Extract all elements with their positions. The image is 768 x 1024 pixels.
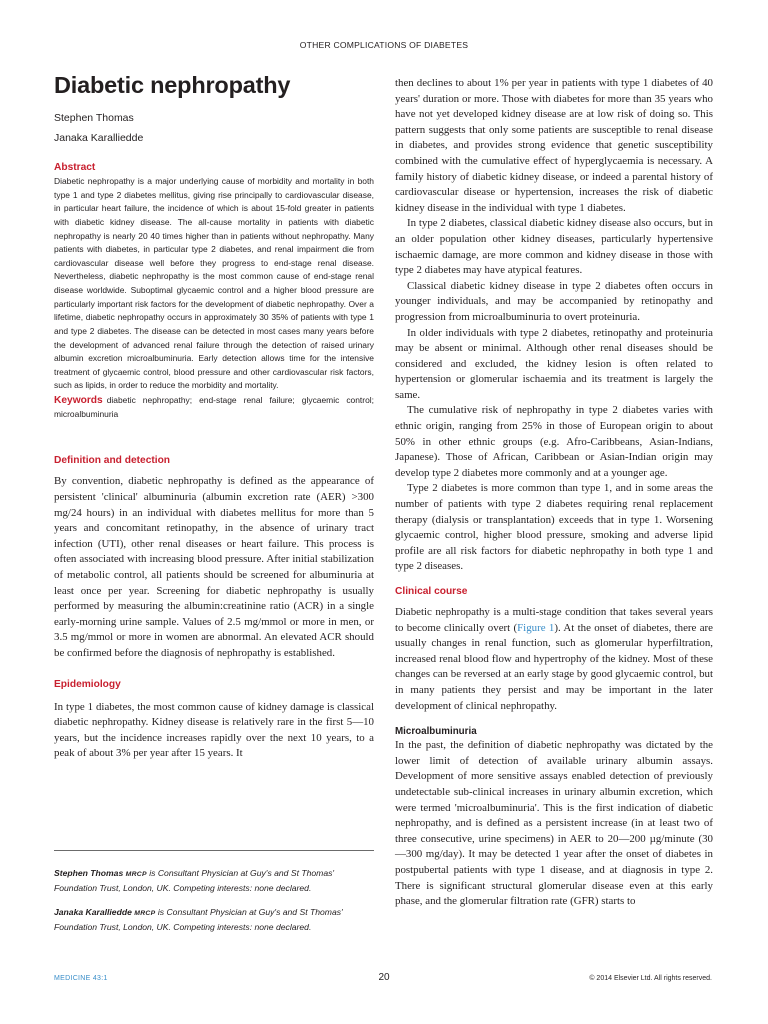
author-list [54, 110, 374, 146]
author-name: Stephen Thomas [54, 112, 134, 125]
section-clinical-course [395, 586, 713, 714]
abstract-heading: Abstract [54, 162, 96, 174]
footnote-degree: MRCP [134, 910, 156, 917]
section-heading: Clinical course [395, 586, 468, 597]
section-text: By convention, diabetic nephropathy is defined as the appearance of persistent 'clinical' albuminuria (albumin excretion rate (AER) >300 mg/24 hours) in an individual with diabetes mellitus for more than 5 years and concomitant retinopathy, in the absence of urinary tract infection (UTI), other renal diseases or heart failure. This process is often associated with increasing blood pressure. After initial stabilization of metabolic control, all patients should be screened for albuminuria at least once per year. Screening for diabetic nephropathy is usually performed by measuring the albumin:creatinine ratio (ACR) in a single early-morning urine sample. Values of 2.5 mg/mmol or more in men, or 3.5 mg/mmol or more in women are abnormal. An elevated ACR should be confirmed before the diagnosis of nephropathy is established. [54, 475, 374, 659]
section-text: In type 1 diabetes, the most common cause of kidney damage is classical diabetic nephropathy. Kidney disease is relatively rare in the first 5—10 years, but the incidence increases rapidly over the next 10 years, to a peak of about 3% per year after 15 years. It [54, 700, 374, 760]
subsection-microalbuminuria [395, 726, 713, 910]
footnote-author-name: Janaka Karalliedde [54, 907, 132, 917]
footnote-text: is Consultant Physician at Guy's and St Thomas' Foundation Trust, London, UK. Competing interests: none declared. [54, 868, 335, 893]
page-number: 20 [378, 972, 390, 983]
right-column [395, 76, 713, 910]
author-footnote [54, 906, 374, 934]
author-footnote [54, 867, 374, 895]
section-text: In the past, the definition of diabetic nephropathy was dictated by the lower limit of detection of available urinary albumin assays. Development of more sensitive assays enabled detection of previously undetectable sub-clinical increases in urinary albumin excretion, which were termed 'microalbuminuria'. This is the first indication of diabetic nephropathy, and is defined as a persistent increase (in at least two of three consecutive, urine specimens) in AER to 20—200 µg/minute (30—300 mg/day). It may be detected 1 year after the onset of diabetes in postpubertal patients with type 1 disease, and at diagnosis in type 2. There is significant structural glomerular disease even at this early phase, and the glomerular filtration rate (GFR) starts to [395, 739, 713, 908]
author-name: Janaka Karalliedde [54, 132, 144, 145]
footnote-divider [54, 850, 374, 851]
keywords-text: diabetic nephropathy; end-stage renal failure; glycaemic control; microalbuminuria [54, 395, 374, 419]
section-text-part: ). At the onset of diabetes, there are usually changes in renal function, such as glomerular hyperfiltration, increased renal blood flow and hypertrophy of the kidney. Most of these changes can be reversed at an early stage by good glycaemic control, but in many patients they persist and may be important in the later development of clinical nephropathy. [395, 621, 714, 712]
keywords-label: Keywords [54, 395, 103, 407]
section-text: then declines to about 1% per year in patients with type 1 diabetes of 40 years' duration or more. Those with diabetes for more than 35 years who have not yet developed kidney disease are at low risk of doing so. This pattern suggests that only some patients are susceptible to renal disease in diabetes, and provides strong evidence that genetic susceptibility combined with the cumulative effect of hyperglycaemia is necessary. A family history of diabetic kidney disease, or indeed a parental history of cardiovascular disease or hypertension, increases the risk of diabetic kidney disease in the individual with type 1 diabetes. [395, 77, 713, 214]
keywords [54, 394, 374, 421]
abstract-text: Diabetic nephropathy is a major underlying cause of morbidity and mortality in both type 1 and type 2 diabetes mellitus, giving rise principally to cardiovascular disease, in particular heart failure, the incidence of which is about 15-fold greater in patients with diabetic kidney disease. The all-cause mortality in patients with diabetic nephropathy is nearly 20 40 times higher than in patients without nephropathy. Many patients with diabetes, in particular type 2 diabetes, and renal impairment die from cardiovascular disease well before they progress to end-stage renal disease. Nevertheless, diabetic nephropathy is the most common cause of end-stage renal disease worldwide. Suboptimal glycaemic control and a higher blood pressure are particularly important risk factors for the development of diabetic nephropathy. Over a lifetime, diabetic nephropathy occurs in approximately 30 35% of patients with type 1 and type 2 diabetes. The disease can be detected in most cases many years before the development of advanced renal failure through the detection of raised urinary albumin excretion microalbuminuria. Early detection allows time for the intensive treatment of glycaemic control, blood pressure and other cardiovascular risk factors, such as lipids, in order to reduce the morbidity and mortality. [54, 176, 374, 391]
abstract [54, 162, 374, 421]
section-text: The cumulative risk of nephropathy in type 2 diabetes varies with ethnic origin, ranging from 25% in those of European origin to about 50% in other ethnic groups (e.g. Afro-Caribbeans, Asian-Indians, Japanese). Those of African, Caribbean or Asian-Indian origin may develop type 2 diabetes more commonly and at a younger age. [395, 404, 713, 479]
section-heading: Epidemiology [54, 678, 121, 690]
section-text: Type 2 diabetes is more common than type 1, and in some areas the number of patients with type 2 diabetes requiring renal replacement therapy (dialysis or transplantation) exceeds that in type 1. Worsening glycaemic control, higher blood pressure, smoking and adverse lipid profile are all risk factors for diabetic nephropathy in both type 1 and type 2 diseases. [395, 482, 713, 573]
section-definition [54, 455, 374, 661]
section-text: Classical diabetic kidney disease in type 2 diabetes often occurs in younger individuals, and may be accompanied by retinopathy and progression from microalbuminuria to overt proteinuria. [395, 279, 713, 323]
figure-1-link[interactable]: Figure 1 [517, 621, 555, 634]
section-text-part: Diabetic nephropathy is a multi-stage condition that takes several years to become clinically overt ( [395, 606, 713, 634]
section-text: In type 2 diabetes, classical diabetic kidney disease also occurs, but in an older population other kidney diseases, particularly hypertensive ischaemic damage, are more common and kidney disease in those with type 2 diabetes may have atypical features. [395, 217, 713, 277]
section-text [395, 605, 713, 714]
running-header: OTHER COMPLICATIONS OF DIABETES [299, 40, 469, 50]
copyright-notice: © 2014 Elsevier Ltd. All rights reserved. [589, 975, 712, 982]
footnote-author-name: Stephen Thomas [54, 868, 124, 878]
subsection-heading: Microalbuminuria [395, 726, 477, 738]
journal-citation: MEDICINE 43:1 [54, 975, 108, 982]
footnote-degree: MRCP [125, 871, 147, 878]
section-epidemiology [54, 679, 374, 762]
section-heading: Definition and detection [54, 455, 171, 467]
footnote-text: is Consultant Physician at Guy's and St Thomas' Foundation Trust, London, UK. Competing interests: none declared. [54, 907, 343, 932]
article-title: Diabetic nephropathy [54, 72, 291, 98]
section-text: In older individuals with type 2 diabetes, retinopathy and proteinuria may be absent or minimal. Although other renal diseases should be considered and excluded, the kidney lesion is often related to hypertension or glomerular ischaemia and its treatment is largely the same. [395, 326, 713, 401]
left-column [54, 72, 374, 762]
